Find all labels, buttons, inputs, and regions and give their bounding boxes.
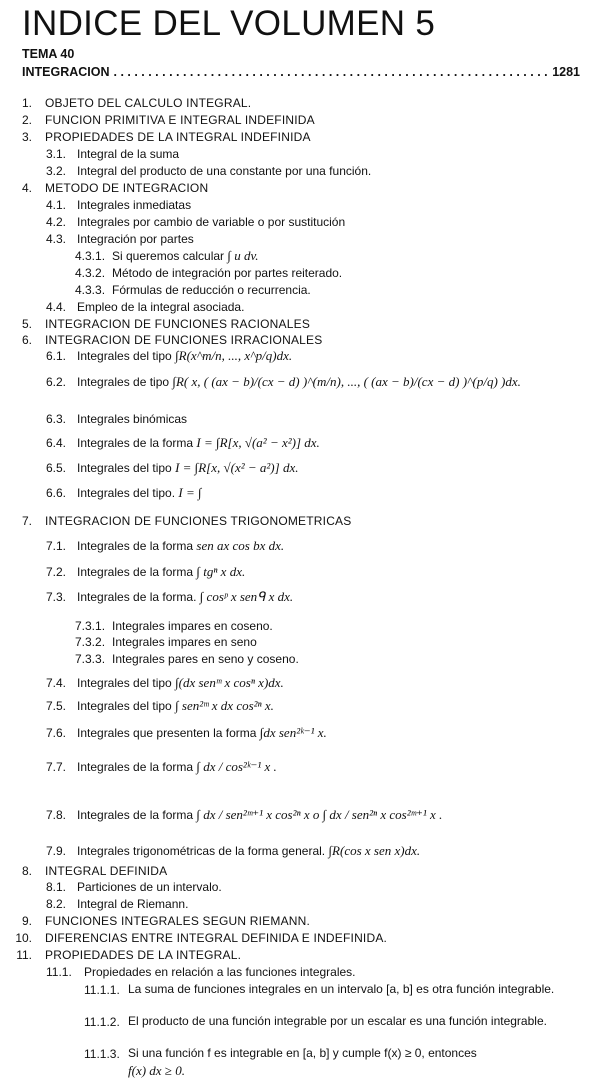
entry-number: 4. [21, 181, 32, 195]
entry-text: METODO DE INTEGRACION [45, 181, 209, 195]
entry-text: Si una función f es integrable en [a, b] y cumple f(x) ≥ 0, entonces f(x) dx ≥ 0. [128, 1046, 477, 1078]
entry-text: PROPIEDADES DE LA INTEGRAL INDEFINIDA [45, 130, 311, 144]
math-expression: ∫ dx / cos²ᵏ⁻¹ x . [196, 759, 277, 774]
entry-number: 1. [21, 96, 32, 110]
entry-number: 7.3.1. [75, 619, 106, 633]
entry-text: Integrales impares en seno [112, 635, 257, 649]
entry-text: Integrales de la forma sen ax cos bx dx. [77, 538, 285, 553]
entry-text: INTEGRAL DEFINIDA [45, 864, 168, 878]
entry-number: 7.3.2. [75, 635, 106, 649]
math-expression: I = ∫R[x, √(a² − x²)] dx. [196, 435, 320, 450]
entry-text: Integrales de tipo ∫R( x, ( (ax − b)/(cx − d) )^(m/n), ..., ( (ax − b)/(cx − d) )^(p/q) )dx. [77, 374, 521, 389]
entry-text: Particiones de un intervalo. [77, 880, 222, 894]
entry-text: OBJETO DEL CALCULO INTEGRAL. [45, 96, 252, 110]
entry-text: FUNCION PRIMITIVA E INTEGRAL INDEFINIDA [45, 113, 315, 127]
entry-text: Integrales por cambio de variable o por sustitución [77, 215, 346, 229]
entry-text: Integrales de la forma. ∫ cosᵖ x senᑫ x dx. [77, 589, 294, 604]
entry-number: 3.2. [46, 164, 67, 178]
math-expression: ∫R( x, ( (ax − b)/(cx − d) )^(m/n), ..., ( (ax − b)/(cx − d) )^(p/q) )dx. [172, 374, 521, 389]
entry-number: 7.3. [46, 590, 67, 604]
entry-number: 7.7. [46, 760, 67, 774]
math-expression: ∫ dx / sen²ᵐ⁺¹ x cos²ⁿ x o ∫ dx / sen²ⁿ x cos²ᵐ⁺¹ x . [196, 807, 443, 822]
math-expression: sen ax cos bx dx. [196, 538, 285, 553]
entry-text: Integrales de la forma ∫ tgⁿ x dx. [77, 564, 246, 579]
entry-text: Integrales binómicas [77, 412, 188, 426]
entry-number: 11.1. [46, 965, 72, 979]
entry-text: Integral de la suma [77, 147, 180, 161]
leader-dots [114, 65, 549, 81]
entry-number: 6.3. [46, 412, 67, 426]
entry-number: 6.5. [46, 461, 67, 475]
entry-number: 9. [21, 914, 32, 928]
entry-number: 5. [21, 317, 32, 331]
entry-text: Integración por partes [77, 232, 194, 246]
entry-number: 7.8. [46, 808, 67, 822]
entry-text: Integral de Riemann. [77, 897, 189, 911]
entry-number: 4.3.1. [75, 249, 106, 263]
entry-number: 4.1. [46, 198, 67, 212]
entry-text: Integrales del tipo I = ∫R[x, √(x² − a²)] dx. [77, 460, 299, 475]
entry-text: Integrales impares en coseno. [112, 619, 273, 633]
entry-number: 8. [21, 864, 32, 878]
entry-text: DIFERENCIAS ENTRE INTEGRAL DEFINIDA E INDEFINIDA. [45, 931, 388, 945]
page-title: INDICE DEL VOLUMEN 5 [22, 4, 436, 43]
entry-number: 7.2. [46, 565, 67, 579]
entry-text: Integrales inmediatas [77, 198, 192, 212]
entry-number: 8.1. [46, 880, 67, 894]
entry-text: INTEGRACION DE FUNCIONES RACIONALES [45, 317, 311, 331]
math-expression: ∫R(cos x sen x)dx. [328, 843, 421, 858]
entry-text: Integral del producto de una constante por una función. [77, 164, 372, 178]
entry-number: 6.1. [46, 349, 67, 363]
entry-number: 3. [21, 130, 32, 144]
entry-text: Si queremos calcular ∫ u dv. [112, 248, 259, 263]
entry-text: Integrales del tipo ∫(dx senᵐ x cosⁿ x)dx. [77, 675, 284, 690]
entry-number: 7.4. [46, 676, 67, 690]
tema-label: TEMA 40 [22, 47, 75, 61]
entry-text: INTEGRACION DE FUNCIONES IRRACIONALES [45, 333, 323, 347]
entry-number: 6.2. [46, 375, 67, 389]
entry-text: Integrales de la forma ∫ dx / cos²ᵏ⁻¹ x . [77, 759, 277, 774]
math-expression: ∫ cosᵖ x senᑫ x dx. [199, 589, 294, 604]
entry-number: 7.5. [46, 699, 67, 713]
entry-number: 4.3.3. [75, 283, 106, 297]
math-expression: I = ∫R[x, √(x² − a²)] dx. [175, 460, 299, 475]
entry-number: 11. [16, 948, 32, 962]
entry-text: El producto de una función integrable por un escalar es una función integrable. [128, 1014, 547, 1028]
math-expression: ∫ tgⁿ x dx. [196, 564, 246, 579]
entry-text: INTEGRACION DE FUNCIONES TRIGONOMETRICAS [45, 514, 352, 528]
math-expression: ∫ sen²ᵐ x dx cos²ⁿ x. [175, 698, 274, 713]
entry-number: 7.1. [46, 539, 67, 553]
entry-text: Integrales que presenten la forma ∫dx sen²ᵏ⁻¹ x. [77, 725, 327, 740]
entry-text: Método de integración por partes reiterado. [112, 266, 343, 280]
entry-number: 4.3.2. [75, 266, 106, 280]
entry-number: 7.3.3. [75, 652, 106, 666]
entry-text: Integrales del tipo ∫ sen²ᵐ x dx cos²ⁿ x. [77, 698, 274, 713]
page-number: 1281 [552, 65, 580, 79]
math-expression: ∫(dx senᵐ x cosⁿ x)dx. [175, 675, 284, 690]
entry-text: Propiedades en relación a las funciones integrales. [84, 965, 356, 979]
entry-number: 6.4. [46, 436, 67, 450]
math-expression: ∫dx sen²ᵏ⁻¹ x. [259, 725, 327, 740]
entry-number: 10. [15, 931, 32, 945]
entry-number: 7.9. [46, 844, 67, 858]
entry-number: 11.1.2. [84, 1015, 120, 1029]
section-title: INTEGRACION [22, 65, 110, 79]
entry-number: 2. [21, 113, 32, 127]
entry-text: Integrales de la forma ∫ dx / sen²ᵐ⁺¹ x cos²ⁿ x o ∫ dx / sen²ⁿ x cos²ᵐ⁺¹ x . [77, 807, 443, 822]
entry-number: 6.6. [46, 486, 67, 500]
entry-number: 4.4. [46, 300, 67, 314]
math-expression: I = ∫ [178, 485, 202, 500]
entry-number: 3.1. [46, 147, 67, 161]
entry-number: 7. [21, 514, 32, 528]
entry-text: Integrales de la forma I = ∫R[x, √(a² − x²)] dx. [77, 435, 320, 450]
toc-main-entry [22, 65, 580, 81]
entry-number: 11.1.3. [84, 1047, 120, 1061]
entry-text: Integrales del tipo ∫R(x^m/n, ..., x^p/q)dx. [77, 348, 293, 363]
entry-number: 6. [21, 333, 32, 347]
entry-number: 8.2. [46, 897, 67, 911]
entry-text: Fórmulas de reducción o recurrencia. [112, 283, 311, 297]
math-expression: ∫R(x^m/n, ..., x^p/q)dx. [175, 348, 293, 363]
entry-text: Integrales del tipo. I = ∫ [77, 485, 202, 500]
entry-number: 11.1.1. [84, 983, 120, 997]
entry-text: Empleo de la integral asociada. [77, 300, 245, 314]
entry-text: La suma de funciones integrales en un intervalo [a, b] es otra función integrable. [128, 982, 555, 996]
entry-text: Integrales pares en seno y coseno. [112, 652, 299, 666]
entry-number: 7.6. [46, 726, 67, 740]
math-expression: ∫ u dv. [227, 248, 259, 263]
entry-text: FUNCIONES INTEGRALES SEGUN RIEMANN. [45, 914, 311, 928]
entry-number: 4.3. [46, 232, 67, 246]
entry-text: Integrales trigonométricas de la forma general. ∫R(cos x sen x)dx. [77, 843, 421, 858]
math-expression: f(x) dx ≥ 0. [128, 1063, 185, 1078]
entry-number: 4.2. [46, 215, 67, 229]
entry-text: PROPIEDADES DE LA INTEGRAL. [45, 948, 242, 962]
